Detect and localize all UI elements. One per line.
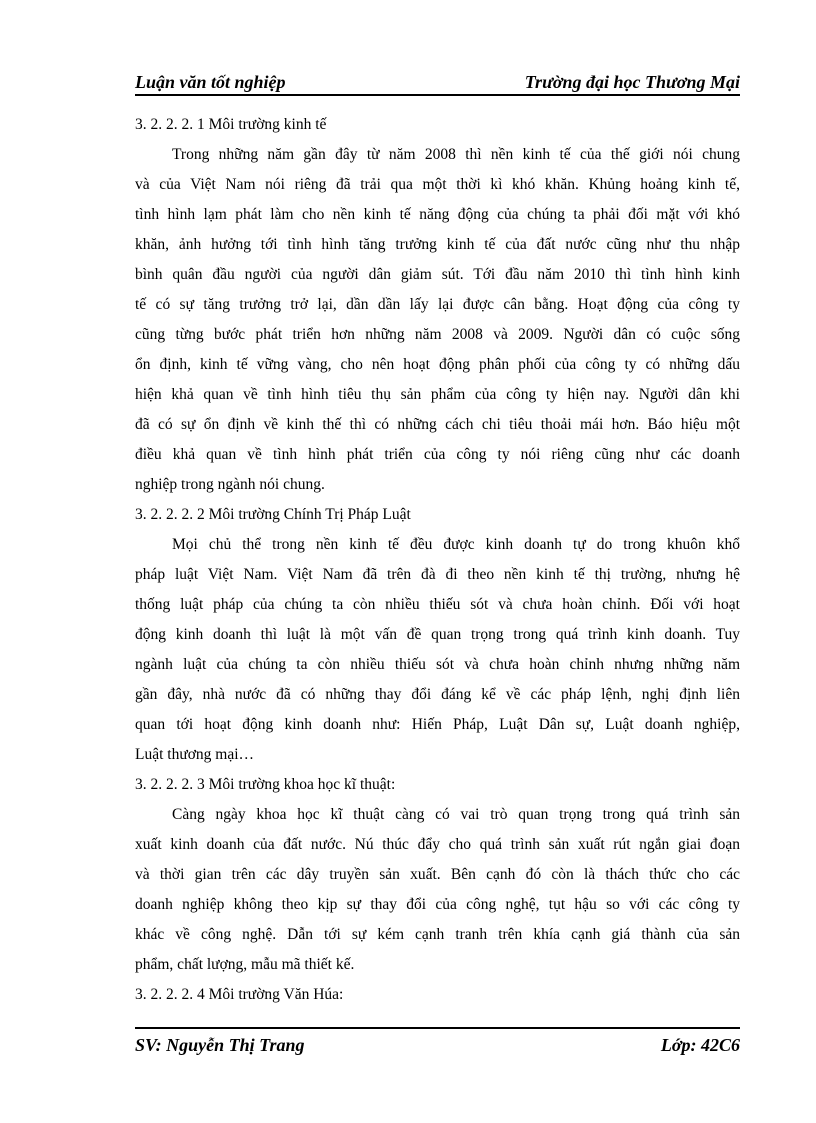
text-line: động kinh doanh thì luật là một vấn đề quan trọng trong quá trình kinh doanh. Tuy (135, 626, 740, 643)
text-line: pháp luật Việt Nam. Việt Nam đã trên đà đi theo nền kinh tế thị trường, nhưng hệ (135, 566, 740, 583)
section-heading-economic: 3. 2. 2. 2. 1 Môi trường kinh tế (135, 116, 327, 133)
text-line: đã có sự ổn định về kinh thế thì có những cách chi tiêu thoải mái hơn. Báo hiệu một (135, 416, 740, 433)
text-line: doanh nghiệp không theo kịp sự thay đổi của công nghệ, tụt hậu so với các công ty (135, 896, 740, 913)
text-line: điều khả quan về tình hình phát triển của công ty nói riêng cũng như các doanh (135, 446, 740, 463)
text-line: Mọi chủ thể trong nền kinh tế đều được kinh doanh tự do trong khuôn khổ (172, 536, 740, 553)
text-line: cũng từng bước phát triển hơn những năm 2008 và 2009. Người dân có cuộc sống (135, 326, 740, 343)
text-line: Trong những năm gần đây từ năm 2008 thì nền kinh tế của thế giới nói chung (172, 146, 740, 163)
text-line: gần đây, nhà nước đã có những thay đổi đáng kể về các pháp lệnh, nghị định liên (135, 686, 740, 703)
text-line: ngành luật của chúng ta còn nhiều thiếu sót và chưa hoàn chỉnh nhưng những năm (135, 656, 740, 673)
header-thesis-label: Luận văn tốt nghiệp (135, 72, 286, 92)
text-line: và của Việt Nam nói riêng đã trải qua một thời kì khó khăn. Khủng hoảng kinh tế, (135, 176, 740, 193)
text-line: Càng ngày khoa học kĩ thuật càng có vai trò quan trọng trong quá trình sản (172, 806, 740, 823)
text-line: khác về công nghệ. Dẫn tới sự kém cạnh tranh trên khía cạnh giá thành của sản (135, 926, 740, 943)
text-line: khăn, ảnh hưởng tới tình hình tăng trưởng kinh tế của đất nước cũng như thu nhập (135, 236, 740, 253)
text-line: xuất kinh doanh của đất nước. Nú thúc đẩy cho quá trình sản xuất rút ngắn giai đoạn (135, 836, 740, 853)
text-line: tế có sự tăng trưởng trở lại, dần dần lấy lại được cân bằng. Hoạt động của công ty (135, 296, 740, 313)
page-footer (135, 1027, 740, 1059)
text-line: thống luật pháp của chúng ta còn nhiều thiếu sót và chưa hoàn chỉnh. Đối với hoạt (135, 596, 740, 613)
text-line: và thời gian trên các dây truyền sản xuất. Bên cạnh đó còn là thách thức cho các (135, 866, 740, 883)
text-line: bình quân đầu người của người dân giảm sút. Tới đầu năm 2010 thì tình hình kinh (135, 266, 740, 283)
text-line: Luật thương mại… (135, 746, 255, 763)
text-line: quan tới hoạt động kinh doanh như: Hiến Pháp, Luật Dân sự, Luật doanh nghiệp, (135, 716, 740, 733)
footer-student-name: SV: Nguyễn Thị Trang (135, 1035, 305, 1055)
text-line: nghiệp trong ngành nói chung. (135, 476, 325, 493)
footer-class-code: Lớp: 42C6 (660, 1035, 740, 1055)
text-line: hiện khả quan về tình hình tiêu thụ sản phẩm của công ty hiện nay. Người dân khi (135, 386, 740, 403)
section-heading-legal: 3. 2. 2. 2. 2 Môi trường Chính Trị Pháp Luật (135, 506, 411, 523)
header-university-label: Trường đại học Thương Mại (524, 72, 740, 92)
text-line: tình hình lạm phát làm cho nền kinh tế năng động của chúng ta phải đối mặt với khó (135, 206, 740, 223)
text-line: ổn định, kinh tế vững vàng, cho nên hoạt động phân phối của công ty có những dấu (135, 356, 740, 373)
text-line: phẩm, chất lượng, mẫu mã thiết kế. (135, 956, 355, 973)
page-header (135, 70, 740, 96)
section-heading-technology: 3. 2. 2. 2. 3 Môi trường khoa học kĩ thuật: (135, 776, 396, 793)
section-heading-culture: 3. 2. 2. 2. 4 Môi trường Văn Húa: (135, 986, 344, 1003)
